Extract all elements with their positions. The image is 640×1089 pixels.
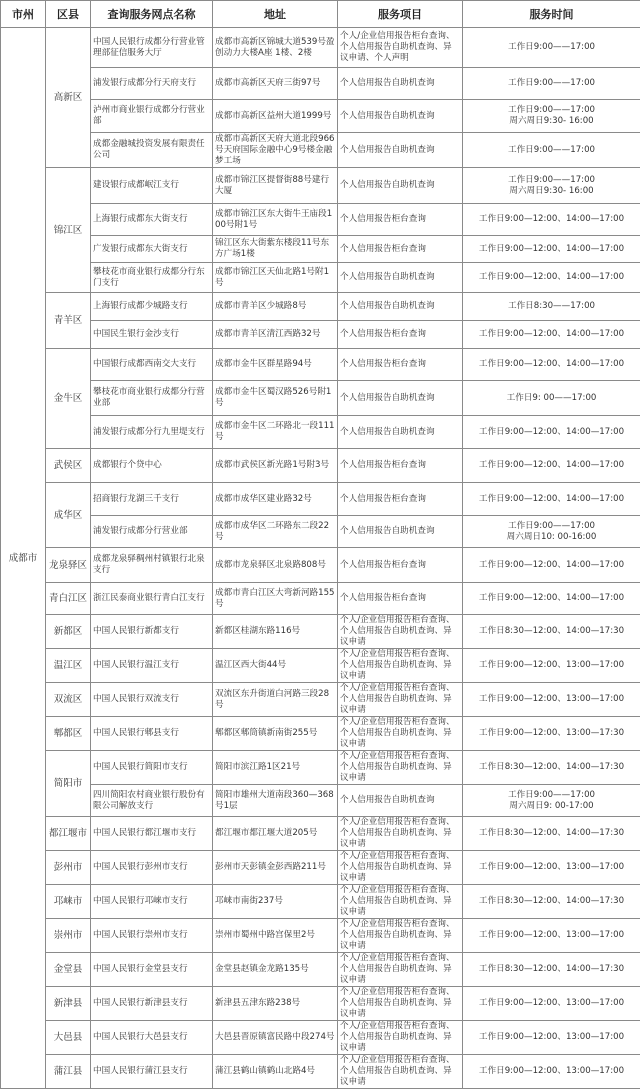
- table-row: [1, 583, 640, 615]
- address-cell: 成都市龙泉驿区北泉路808号: [213, 548, 338, 583]
- branch-name-cell: 中国人民银行双流支行: [91, 683, 213, 717]
- table-row: [1, 381, 640, 416]
- service-cell: 个人/企业信用报告柜台查询、个人信用报告自助机查询、异议申请: [338, 717, 463, 751]
- service-time-cell: 工作日9:00—12:00、13:00—17:00: [463, 987, 640, 1021]
- district-cell: 崇州市: [46, 919, 91, 953]
- service-time-cell: 工作日8:30—12:00、14:00—17:30: [463, 953, 640, 987]
- district-cell: 都江堰市: [46, 817, 91, 851]
- district-cell: 郫都区: [46, 717, 91, 751]
- branch-name-cell: 中国人民银行金堂县支行: [91, 953, 213, 987]
- branch-name-cell: 中国人民银行蒲江县支行: [91, 1055, 213, 1089]
- service-cell: 个人信用报告自助机查询: [338, 168, 463, 204]
- table-row: [1, 548, 640, 583]
- branch-name-cell: 中国人民银行简阳市支行: [91, 751, 213, 785]
- table-row: [1, 1021, 640, 1055]
- address-cell: 成都市锦江区提督街88号建行大厦: [213, 168, 338, 204]
- table-row: [1, 28, 640, 68]
- address-cell: 成都市金牛区群星路94号: [213, 349, 338, 381]
- table-row: [1, 885, 640, 919]
- branch-name-cell: 中国人民银行大邑县支行: [91, 1021, 213, 1055]
- service-cell: 个人信用报告柜台查询: [338, 483, 463, 516]
- address-cell: 成都市青白江区大弯新河路155号: [213, 583, 338, 615]
- service-time-cell: 工作日9:00—12:00、14:00—17:00: [463, 263, 640, 293]
- service-cell: 个人/企业信用报告柜台查询、个人信用报告自助机查询、异议申请: [338, 953, 463, 987]
- address-cell: 郫都区郫筒镇新南街255号: [213, 717, 338, 751]
- table-row: [1, 236, 640, 263]
- header-district: 区县: [46, 1, 91, 28]
- service-time-cell: 工作日9:00—12:00、13:00—17:00: [463, 683, 640, 717]
- service-time-cell: 工作日8:30—12:00、14:00—17:30: [463, 751, 640, 785]
- district-cell: 武侯区: [46, 449, 91, 483]
- address-cell: 彭州市天彭镇金彭西路211号: [213, 851, 338, 885]
- address-cell: 蒲江县鹤山镇鹤山北路4号: [213, 1055, 338, 1089]
- table-body: [1, 28, 640, 1089]
- address-cell: 都江堰市都江堰大道205号: [213, 817, 338, 851]
- table-row: [1, 100, 640, 133]
- service-time-cell: 工作日8:30——17:00: [463, 293, 640, 321]
- service-cell: 个人信用报告自助机查询: [338, 133, 463, 168]
- service-time-cell: 工作日9:00——17:00 周六周日9: 00-17:00: [463, 785, 640, 817]
- service-time-cell: 工作日9:00——17:00 周六周日9:30- 16:00: [463, 100, 640, 133]
- table-row: [1, 953, 640, 987]
- service-cell: 个人信用报告自助机查询: [338, 416, 463, 449]
- header-time: 服务时间: [463, 1, 640, 28]
- table-row: [1, 683, 640, 717]
- service-time-cell: 工作日9:00——17:00: [463, 68, 640, 100]
- service-time-cell: 工作日9:00—12:00、14:00—17:00: [463, 583, 640, 615]
- service-time-cell: 工作日9:00—12:00、14:00—17:00: [463, 416, 640, 449]
- table-row: [1, 483, 640, 516]
- address-cell: 崇州市蜀州中路宫保里2号: [213, 919, 338, 953]
- district-cell: 大邑县: [46, 1021, 91, 1055]
- service-cell: 个人信用报告柜台查询: [338, 204, 463, 236]
- service-cell: 个人信用报告自助机查询: [338, 516, 463, 548]
- district-cell: 邛崃市: [46, 885, 91, 919]
- service-time-cell: 工作日8:30—12:00、14:00—17:30: [463, 615, 640, 649]
- service-cell: 个人/企业信用报告柜台查询、个人信用报告自助机查询、异议申请: [338, 1055, 463, 1089]
- service-cell: 个人信用报告自助机查询: [338, 68, 463, 100]
- service-cell: 个人信用报告自助机查询: [338, 785, 463, 817]
- table-row: [1, 349, 640, 381]
- branch-name-cell: 建设银行成都岷江支行: [91, 168, 213, 204]
- header-service: 服务项目: [338, 1, 463, 28]
- service-time-cell: 工作日9:00—12:00、13:00—17:00: [463, 851, 640, 885]
- service-time-cell: 工作日9:00—12:00、13:00—17:00: [463, 919, 640, 953]
- service-cell: 个人信用报告柜台查询: [338, 236, 463, 263]
- address-cell: 成都市金牛区蜀汉路526号附1号: [213, 381, 338, 416]
- address-cell: 大邑县晋原镇富民路中段274号: [213, 1021, 338, 1055]
- branch-name-cell: 中国人民银行温江支行: [91, 649, 213, 683]
- address-cell: 简阳市雄州大道南段360—368号1层: [213, 785, 338, 817]
- header-city: 市州: [1, 1, 46, 28]
- service-time-cell: 工作日9:00—12:00、13:00—17:00: [463, 649, 640, 683]
- address-cell: 新津县五津东路238号: [213, 987, 338, 1021]
- address-cell: 简阳市滨江路1区21号: [213, 751, 338, 785]
- service-cell: 个人/企业信用报告柜台查询、个人信用报告自助机查询、异议申请: [338, 649, 463, 683]
- district-cell: 蒲江县: [46, 1055, 91, 1089]
- table-row: [1, 321, 640, 349]
- branch-name-cell: 成都龙泉驿稠州村镇银行北泉支行: [91, 548, 213, 583]
- service-time-cell: 工作日9:00——17:00 周六周日9:30- 16:00: [463, 168, 640, 204]
- service-cell: 个人/企业信用报告柜台查询、个人信用报告自助机查询、异议申请: [338, 851, 463, 885]
- address-cell: 新都区桂湖东路116号: [213, 615, 338, 649]
- service-cell: 个人/企业信用报告柜台查询、个人信用报告自助机查询、异议申请: [338, 751, 463, 785]
- service-cell: 个人/企业信用报告柜台查询、个人信用报告自助机查询、异议申请: [338, 683, 463, 717]
- district-cell: 新都区: [46, 615, 91, 649]
- service-cell: 个人/企业信用报告柜台查询、个人信用报告自助机查询、异议申请: [338, 817, 463, 851]
- branch-name-cell: 泸州市商业银行成都分行营业部: [91, 100, 213, 133]
- branch-name-cell: 成都金融城投资发展有限责任公司: [91, 133, 213, 168]
- header-name: 查询服务网点名称: [91, 1, 213, 28]
- district-cell: 金牛区: [46, 349, 91, 449]
- service-time-cell: 工作日9:00—12:00、14:00—17:00: [463, 548, 640, 583]
- table-row: [1, 751, 640, 785]
- address-cell: 成都市锦江区东大街牛王庙段100号附1号: [213, 204, 338, 236]
- service-cell: 个人/企业信用报告柜台查询、个人信用报告自助机查询、异议申请: [338, 1021, 463, 1055]
- district-cell: 青白江区: [46, 583, 91, 615]
- branch-name-cell: 浦发银行成都分行九里堤支行: [91, 416, 213, 449]
- branch-name-cell: 中国人民银行彭州市支行: [91, 851, 213, 885]
- service-cell: 个人/企业信用报告柜台查询、个人信用报告自助机查询、异议申请、个人声明: [338, 28, 463, 68]
- district-cell: 彭州市: [46, 851, 91, 885]
- branch-name-cell: 中国银行成都西南交大支行: [91, 349, 213, 381]
- service-cell: 个人信用报告柜台查询: [338, 449, 463, 483]
- service-time-cell: 工作日9:00—12:00、14:00—17:00: [463, 236, 640, 263]
- branch-name-cell: 招商银行龙湖三千支行: [91, 483, 213, 516]
- service-time-cell: 工作日8:30—12:00、14:00—17:30: [463, 885, 640, 919]
- branch-name-cell: 成都银行个贷中心: [91, 449, 213, 483]
- service-cell: 个人信用报告自助机查询: [338, 100, 463, 133]
- branch-name-cell: 上海银行成都东大街支行: [91, 204, 213, 236]
- address-cell: 温江区西大街44号: [213, 649, 338, 683]
- district-cell: 新津县: [46, 987, 91, 1021]
- address-cell: 锦江区东大街紫东楼段11号东方广场1楼: [213, 236, 338, 263]
- service-time-cell: 工作日9: 00——17:00: [463, 381, 640, 416]
- address-cell: 邛崃市南街237号: [213, 885, 338, 919]
- service-cell: 个人/企业信用报告柜台查询、个人信用报告自助机查询、异议申请: [338, 987, 463, 1021]
- district-cell: 金堂县: [46, 953, 91, 987]
- table-row: [1, 133, 640, 168]
- address-cell: 成都市高新区天府大道北段966号天府国际金融中心9号楼金融梦工场: [213, 133, 338, 168]
- table-row: [1, 449, 640, 483]
- address-cell: 成都市高新区天府三街97号: [213, 68, 338, 100]
- city-cell: 成都市: [1, 28, 46, 1089]
- header-address: 地址: [213, 1, 338, 28]
- district-cell: 成华区: [46, 483, 91, 548]
- branch-name-cell: 浙江民泰商业银行青白江支行: [91, 583, 213, 615]
- service-time-cell: 工作日9:00—12:00、14:00—17:00: [463, 449, 640, 483]
- district-cell: 龙泉驿区: [46, 548, 91, 583]
- table-row: [1, 416, 640, 449]
- branch-name-cell: 中国人民银行新津县支行: [91, 987, 213, 1021]
- branch-name-cell: 中国人民银行新都支行: [91, 615, 213, 649]
- table-row: [1, 168, 640, 204]
- service-time-cell: 工作日9:00—12:00、13:00—17:00: [463, 1055, 640, 1089]
- branch-name-cell: 攀枝花市商业银行成都分行东门支行: [91, 263, 213, 293]
- branch-name-cell: 浦发银行成都分行天府支行: [91, 68, 213, 100]
- table-row: [1, 987, 640, 1021]
- address-cell: 成都市成华区建业路32号: [213, 483, 338, 516]
- table-row: [1, 68, 640, 100]
- service-cell: 个人/企业信用报告柜台查询、个人信用报告自助机查询、异议申请: [338, 615, 463, 649]
- service-time-cell: 工作日9:00—12:00、13:00—17:00: [463, 1021, 640, 1055]
- service-cell: 个人信用报告柜台查询: [338, 583, 463, 615]
- table-row: [1, 649, 640, 683]
- branch-name-cell: 中国人民银行都江堰市支行: [91, 817, 213, 851]
- service-cell: 个人信用报告自助机查询: [338, 263, 463, 293]
- table-row: [1, 717, 640, 751]
- district-cell: 锦江区: [46, 168, 91, 293]
- service-cell: 个人/企业信用报告柜台查询、个人信用报告自助机查询、异议申请: [338, 919, 463, 953]
- branch-name-cell: 四川简阳农村商业银行股份有限公司解放支行: [91, 785, 213, 817]
- service-time-cell: 工作日9:00—12:00、14:00—17:00: [463, 483, 640, 516]
- district-cell: 温江区: [46, 649, 91, 683]
- service-cell: 个人信用报告自助机查询: [338, 381, 463, 416]
- service-time-cell: 工作日9:00—12:00、14:00—17:00: [463, 349, 640, 381]
- branch-name-cell: 中国人民银行崇州市支行: [91, 919, 213, 953]
- table-row: [1, 263, 640, 293]
- branch-name-cell: 浦发银行成都分行营业部: [91, 516, 213, 548]
- service-cell: 个人信用报告柜台查询: [338, 321, 463, 349]
- service-time-cell: 工作日9:00——17:00 周六周日10: 00-16:00: [463, 516, 640, 548]
- service-cell: 个人信用报告柜台查询: [338, 548, 463, 583]
- address-cell: 金堂县赵镇金龙路135号: [213, 953, 338, 987]
- address-cell: 成都市金牛区二环路北一段111号: [213, 416, 338, 449]
- address-cell: 成都市锦江区天仙北路1号附1号: [213, 263, 338, 293]
- table-row: [1, 615, 640, 649]
- address-cell: 成都市武侯区新光路1号附3号: [213, 449, 338, 483]
- branch-name-cell: 中国民生银行金沙支行: [91, 321, 213, 349]
- address-cell: 成都市青羊区少城路8号: [213, 293, 338, 321]
- service-time-cell: 工作日9:00—12:00、13:00—17:30: [463, 717, 640, 751]
- branch-name-cell: 广发银行成都东大街支行: [91, 236, 213, 263]
- branch-name-cell: 中国人民银行郫县支行: [91, 717, 213, 751]
- district-cell: 高新区: [46, 28, 91, 168]
- service-cell: 个人/企业信用报告柜台查询、个人信用报告自助机查询、异议申请: [338, 885, 463, 919]
- address-cell: 双流区东升街道白河路三段28号: [213, 683, 338, 717]
- table-row: [1, 851, 640, 885]
- table-row: [1, 516, 640, 548]
- table-row: [1, 1055, 640, 1089]
- branch-name-cell: 上海银行成都少城路支行: [91, 293, 213, 321]
- header-row: [1, 1, 640, 28]
- table-row: [1, 204, 640, 236]
- service-cell: 个人信用报告自助机查询: [338, 293, 463, 321]
- address-cell: 成都市青羊区清江西路32号: [213, 321, 338, 349]
- table-row: [1, 293, 640, 321]
- service-time-cell: 工作日9:00—12:00、14:00—17:00: [463, 321, 640, 349]
- branch-name-cell: 中国人民银行成都分行营业管理部征信服务大厅: [91, 28, 213, 68]
- address-cell: 成都市高新区益州大道1999号: [213, 100, 338, 133]
- service-time-cell: 工作日9:00—12:00、14:00—17:00: [463, 204, 640, 236]
- district-cell: 双流区: [46, 683, 91, 717]
- address-cell: 成都市成华区二环路东二段22号: [213, 516, 338, 548]
- service-cell: 个人信用报告柜台查询: [338, 349, 463, 381]
- address-cell: 成都市高新区锦城大道539号盈创动力大楼A座 1楼、2楼: [213, 28, 338, 68]
- table-row: [1, 919, 640, 953]
- table-row: [1, 785, 640, 817]
- district-cell: 简阳市: [46, 751, 91, 817]
- branch-name-cell: 攀枝花市商业银行成都分行营业部: [91, 381, 213, 416]
- service-time-cell: 工作日8:30—12:00、14:00—17:30: [463, 817, 640, 851]
- district-cell: 青羊区: [46, 293, 91, 349]
- service-time-cell: 工作日9:00——17:00: [463, 133, 640, 168]
- service-time-cell: 工作日9:00——17:00: [463, 28, 640, 68]
- table-row: [1, 817, 640, 851]
- branch-name-cell: 中国人民银行邛崃市支行: [91, 885, 213, 919]
